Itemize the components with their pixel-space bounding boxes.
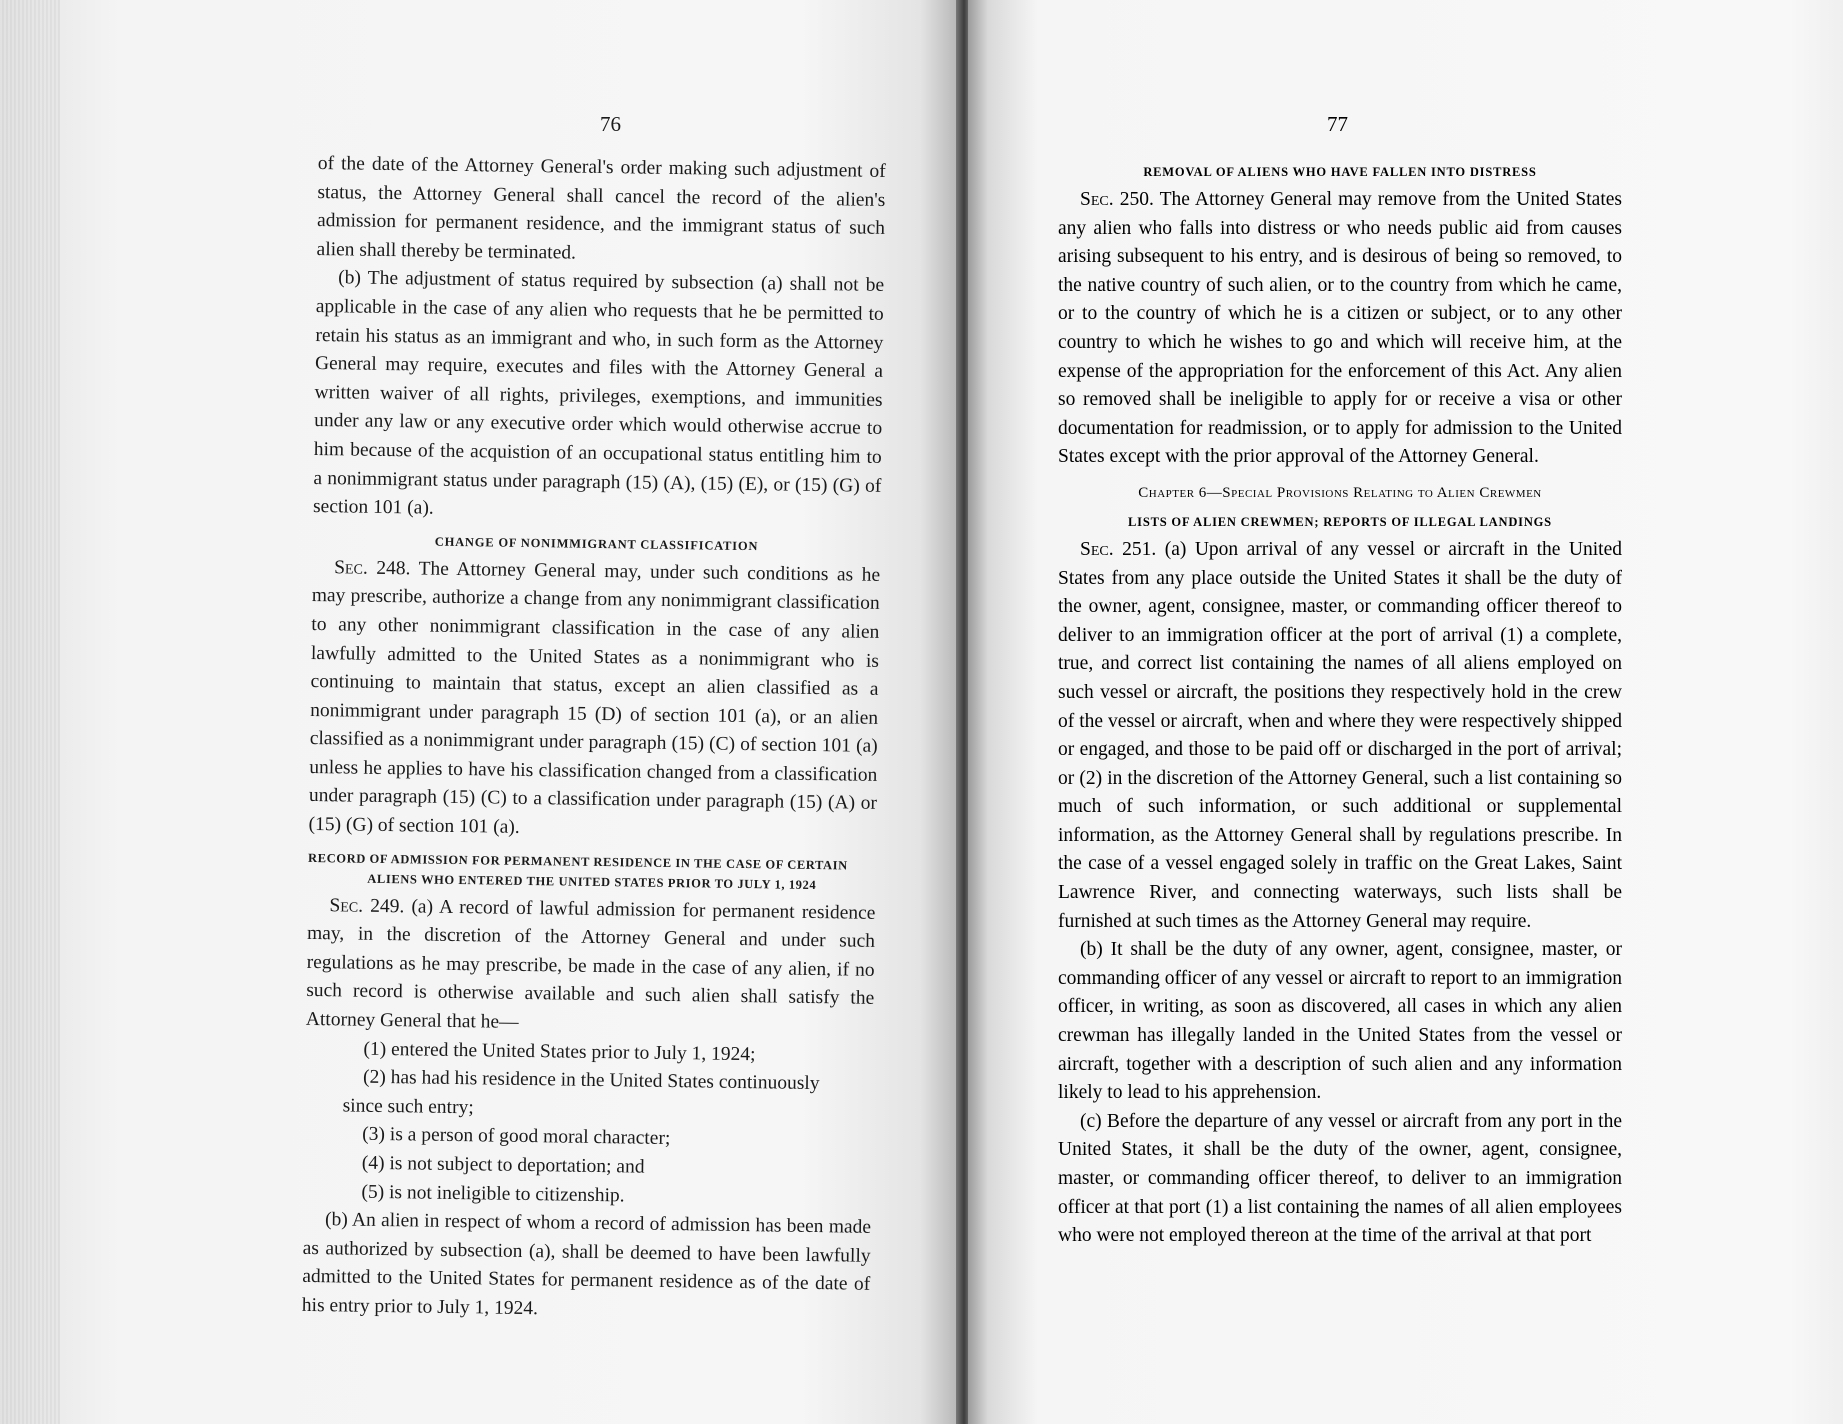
- section-heading-249: [308, 848, 877, 896]
- section-249-text: (a) A record of lawful admission for permanent residence may, in the discretion of the Attorney General and under such regulations as he may prescribe, be made in the case of any alien, if no such record is otherwise available and such alien shall satisfy the Attorney General that he—: [305, 896, 876, 1033]
- section-250: [1058, 186, 1622, 472]
- section-heading-249-line2: ALIENS WHO ENTERED THE UNITED STATES PRIOR TO JULY 1, 1924: [367, 871, 817, 892]
- paragraph-continuation: of the date of the Attorney General's order making such adjustment of status, the Attorney General shall cancel the record of the alien's admission for permanent residence, and the immigrant status of such alien shall thereby be terminated.: [316, 152, 886, 264]
- paragraph-249b: (b) An alien in respect of whom a record of admission has been made as authorized by subsection (a), shall be deemed to have been lawfully admitted to the United States for permanent residence as of the date of his entry prior to July 1, 1924.: [301, 1209, 872, 1320]
- list-item: (5) is not ineligible to citizenship.: [361, 1181, 625, 1206]
- section-label-248: Sec. 248.: [334, 556, 411, 580]
- list-item: (1) entered the United States prior to July 1, 1924;: [363, 1038, 756, 1065]
- section-label-249: Sec. 249.: [329, 894, 405, 917]
- list-item: (4) is not subject to deportation; and: [361, 1152, 645, 1178]
- page-number-right: 77: [1327, 112, 1348, 136]
- list-item: (3) is a person of good moral character;: [362, 1124, 671, 1150]
- section-250-text: The Attorney General may remove from the United States any alien who falls into distress or who needs public aid from causes arising subsequent to his entry, and is desirous of being so removed, to the native country of such alien, or to the country from which he came, or to the country of which he is a citizen or subject, or to any other country to which he wishes to go and which will receive him, at the expense of the appropriation for the enforcement of this Act. Any alien so removed shall be ineligible to apply for or receive a visa or other documentation for readmission, or to apply for admission to the United States except with the prior approval of the Attorney General.: [1058, 189, 1622, 468]
- section-249a: [306, 892, 876, 1043]
- left-page-text: [302, 150, 886, 1328]
- page-number-left: 76: [600, 112, 621, 136]
- paragraph-251b: (b) It shall be the duty of any owner, agent, consignee, master, or commanding officer of any vessel or aircraft to report to an immigration officer, in writing, as soon as discovered, all cases in which any alien crewman has illegally landed in the United States from the vessel or aircraft, together with a description of such alien and any information likely to lead to his apprehension.: [1058, 939, 1622, 1104]
- section-heading-248: CHANGE OF NONIMMIGRANT CLASSIFICATION: [434, 534, 759, 553]
- right-page-text: [1058, 154, 1622, 1251]
- list-item: (2) has had his residence in the United States continuously: [362, 1066, 820, 1095]
- section-251a: [1058, 536, 1622, 936]
- section-248-text: The Attorney General may, under such conditions as he may prescribe, authorize a change from any nonimmigrant classification to any other nonimmigrant classification in the case of any alien lawfully admitted to the United States as a nonimmigrant who is continuing to maintain that status, except an alien classified as a nonimmigrant under paragraph 15 (D) of section 101 (a), or an alien classified as a nonimmigrant under paragraph (15) (C) of section 101 (a) unless he applies to have his classification changed from a classification under paragraph (15) (C) to a classification under paragraph (15) (A) or (15) (G) of section 101 (a).: [308, 558, 881, 838]
- section-heading-251: LISTS OF ALIEN CREWMEN; REPORTS OF ILLEGAL LANDINGS: [1128, 514, 1552, 529]
- section-heading-250: REMOVAL OF ALIENS WHO HAVE FALLEN INTO DISTRESS: [1143, 165, 1537, 179]
- page-edges: [0, 0, 60, 1424]
- section-251-text: (a) Upon arrival of any vessel or aircraft in the United States from any place outside the United States it shall be the duty of the owner, agent, consignee, master, or commanding officer thereof to deliver to an immigration officer at the port of arrival (1) a complete, true, and correct list containing the names of all aliens employed on such vessel or aircraft, the positions they respectively hold in the crew of the vessel or aircraft, when and where they were respectively shipped or engaged, and those to be paid off or discharged in the port of arrival; or (2) in the discretion of the Attorney General, such a list containing so much of such information, or such additional or supplemental information, as the Attorney General shall by regulations prescribe. In the case of a vessel engaged solely in traffic on the Great Lakes, Saint Lawrence River, and connecting waterways, such lists shall be furnished at such times as the Attorney General may require.: [1058, 538, 1622, 932]
- section-248: [308, 554, 880, 848]
- section-label-251: Sec. 251.: [1080, 538, 1157, 560]
- section-heading-249-line1: RECORD OF ADMISSION FOR PERMANENT RESIDENCE IN THE CASE OF CERTAIN: [308, 850, 848, 873]
- paragraph-247b: (b) The adjustment of status required by subsection (a) shall not be applicable in the case of any alien who requests that he be permitted to retain his status as an immigrant and who, in such form as the Attorney General may require, executes and files with the Attorney General a written waiver of all rights, privileges, exemptions, and immunities under any law or any executive order which would otherwise accrue to him because of the acquistion of an occupational status entitling him to a nonimmigrant status under paragraph (15) (A), (15) (E), or (15) (G) of section 101 (a).: [312, 267, 885, 519]
- paragraph-251c: (c) Before the departure of any vessel or aircraft from any port in the United States, it shall be the duty of the owner, agent, consignee, master, or commanding officer thereof, to deliver to an immigration officer at that port (1) a list containing the names of all alien employees who were not employed thereon at the time of the arrival at that port: [1058, 1110, 1622, 1247]
- list-item-continuation: since such entry;: [342, 1095, 474, 1119]
- section-label-250: Sec. 250.: [1080, 189, 1154, 210]
- chapter-heading: Chapter 6—Special Provisions Relating to Alien Crewmen: [1138, 484, 1542, 501]
